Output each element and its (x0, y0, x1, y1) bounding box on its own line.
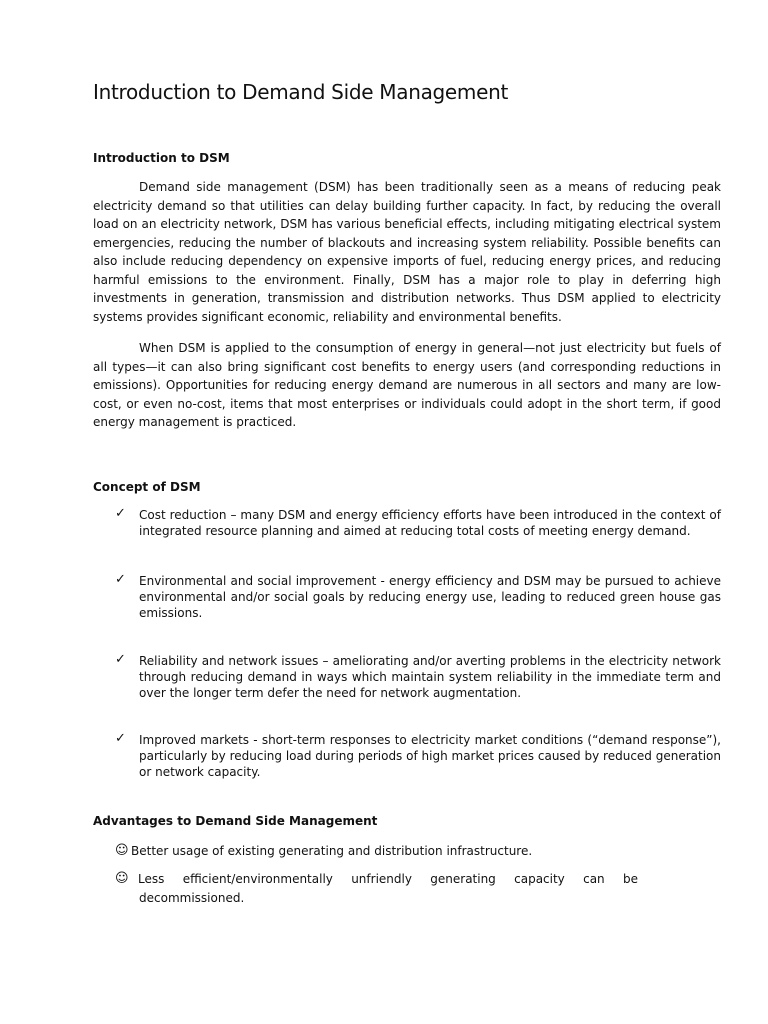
checkmark-icon: ✓ (115, 572, 126, 587)
advantage-word: can (583, 872, 605, 886)
intro-heading: Introduction to DSM (93, 151, 230, 165)
document-title: Introduction to Demand Side Management (93, 80, 509, 104)
concept-item-text: Cost reduction – many DSM and energy efficiency efforts have been introduced in the context of integrated resource planning and aimed at reducing total costs of meeting energy demand. (139, 508, 721, 538)
advantage-word: be (622, 872, 638, 886)
advantage-word: unfriendly (351, 872, 412, 886)
advantage-item-continuation: decommissioned. (139, 891, 245, 905)
intro-paragraph-2: When DSM is applied to the consumption of energy in general—not just electricity but fuels of all types—it can also bring significant cost benefits to energy users (and corresponding reductions in emissions). Opportunities for reducing energy demand are numerous in all sectors and many are low-cost, or even no-cost, items that most enterprises or individuals could adopt in the short term, if good energy management is practiced. (93, 341, 721, 429)
intro-paragraph-1: Demand side management (DSM) has been traditionally seen as a means of reducing peak electricity demand so that utilities can delay building further capacity. In fact, by reducing the overall load on an electricity network, DSM has various beneficial effects, including mitigating electrical system emergencies, reducing the number of blackouts and increasing system reliability. Possible benefits can also include reducing dependency on expensive imports of fuel, reducing energy prices, and reducing harmful emissions to the environment. Finally, DSM has a major role to play in deferring high investments in generation, transmission and distribution networks. Thus DSM applied to electricity systems provides significant economic, reliability and environmental benefits. (93, 180, 721, 324)
concept-item-text: Improved markets - short-term responses to electricity market conditions (“demand response”), particularly by reducing load during periods of high market prices caused by reduced generation or network capacity. (139, 733, 721, 779)
advantages-heading: Advantages to Demand Side Management (93, 814, 378, 828)
checkmark-icon: ✓ (115, 652, 126, 667)
concept-item (93, 507, 723, 539)
checkmark-icon: ✓ (115, 506, 126, 521)
concept-item-text: Environmental and social improvement - energy efficiency and DSM may be pursued to achieve environmental and/or social goals by reducing energy use, leading to reduced green house gas emissions. (139, 574, 721, 620)
advantage-word: capacity (514, 872, 565, 886)
checkmark-icon: ✓ (115, 731, 126, 746)
advantage-item (93, 871, 723, 906)
advantage-word: generating (430, 872, 496, 886)
concept-item-text: Reliability and network issues – ameliorating and/or averting problems in the electricity network through reducing demand in ways which maintain system reliability in the immediate term and over the longer term defer the need for network augmentation. (139, 654, 721, 700)
advantage-item (93, 843, 723, 859)
advantage-item-text: Better usage of existing generating and distribution infrastructure. (131, 844, 533, 858)
smiley-icon: ☺ (115, 871, 129, 886)
concept-item (93, 732, 723, 780)
advantage-word: efficient/environmentally (182, 872, 333, 886)
advantage-word: Less (138, 872, 165, 886)
smiley-icon: ☺ (115, 843, 129, 858)
concept-item (93, 653, 723, 701)
advantage-item-text (138, 871, 638, 887)
concept-item (93, 573, 723, 621)
concept-heading: Concept of DSM (93, 480, 201, 494)
